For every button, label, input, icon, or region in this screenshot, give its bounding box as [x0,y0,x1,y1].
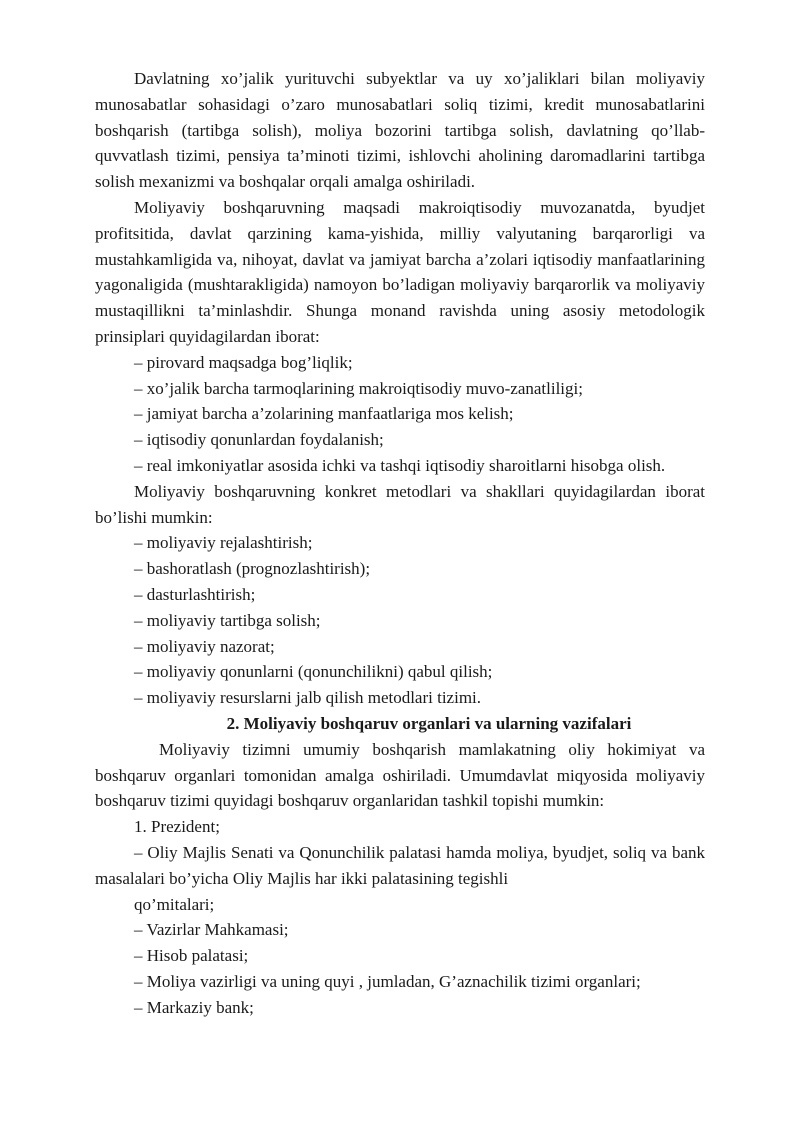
list-item: – moliyaviy qonunlarni (qonunchilikni) qabul qilish; [134,662,493,682]
list-item-hisob: – Hisob palatasi; [134,946,249,966]
paragraph-4: Moliyaviy tizimni umumiy boshqarish mamlakatning oliy hokimiyat va boshqaruv organlari tomonidan amalga oshiriladi. Umumdavlat miqyosida moliyaviy boshqaruv tizimi quyidagi boshqaruv organlaridan tashkil topishi mumkin: [95,739,705,811]
list-item: – xo’jalik barcha tarmoqlarining makroiqtisodiy muvo-zanatliligi; [134,378,583,398]
list-item-vazirlar: – Vazirlar Mahkamasi; [134,920,289,940]
list-item: – moliyaviy resurslarni jalb qilish metodlari tizimi. [134,688,482,708]
list-item-line: qo’mitalari; [134,894,215,914]
list-item-line: – Oliy Majlis Senati va Qonunchilik palatasi hamda moliya, byudjet, soliq va bank masalalari bo’yicha Oliy Majlis har ikki palatasining tegishli [95,842,705,888]
list-item-moliya: – Moliya vazirligi va uning quyi , jumladan, G’aznachilik tizimi organlari; [134,971,641,991]
document-page [95,66,705,1020]
list-item: – iqtisodiy qonunlardan foydalanish; [134,430,384,450]
list-item-markaziy-bank: – Markaziy bank; [134,997,254,1017]
list-item: – moliyaviy tartibga solish; [134,610,321,630]
list-item: – real imkoniyatlar asosida ichki va tashqi iqtisodiy sharoitlarni hisobga olish. [134,455,666,475]
list-item: – dasturlashtirish; [134,584,256,604]
list-item: – jamiyat barcha a’zolarining manfaatlariga mos kelish; [134,404,514,424]
paragraph-3: Moliyaviy boshqaruvning konkret metodlari va shakllari quyidagilardan iborat bo’lishi mumkin: [95,481,705,527]
paragraph-1: Davlatning xo’jalik yurituvchi subyektlar va uy xo’jaliklari bilan moliyaviy munosabatlar sohasidagi o’zaro munosabatlari soliq tizimi, kredit munosabatlarini boshqarish (tartibga solish), moliya bozorini tartibga solish, davlatning qo’llab-quvvatlash tizimi, pensiya ta’minoti tizimi, ishlovchi aholining daromadlarini tartibga solish mexanizmi va boshqalar orqali amalga oshiriladi. [95,69,705,192]
section-heading: 2. Moliyaviy boshqaruv organlari va ularning vazifalari [226,713,632,733]
list-item: – pirovard maqsadga bog’liqlik; [134,352,353,372]
list-item: – bashoratlash (prognozlashtirish); [134,559,371,579]
list-item: – moliyaviy rejalashtirish; [134,533,313,553]
list-item: – moliyaviy nazorat; [134,636,275,656]
list-item-president: 1. Prezident; [134,817,220,837]
paragraph-2: Moliyaviy boshqaruvning maqsadi makroiqtisodiy muvozanatda, byudjet profitsitida, davlat qarzining kama-yishida, milliy valyutaning barqarorligi va mustahkamligida va, nihoyat, davlat va jamiyat barcha a’zolari iqtisodiy manfaatlarining yagonaligida (mushtarakligida) namoyon bo’ladigan moliyaviy barqarorlik va moliyaviy mustaqillikni ta’minlashdir. Shunga monand ravishda uning asosiy metodologik prinsiplari quyidagilardan iborat: [95,197,705,346]
list-item-oliy-majlis [95,840,705,917]
